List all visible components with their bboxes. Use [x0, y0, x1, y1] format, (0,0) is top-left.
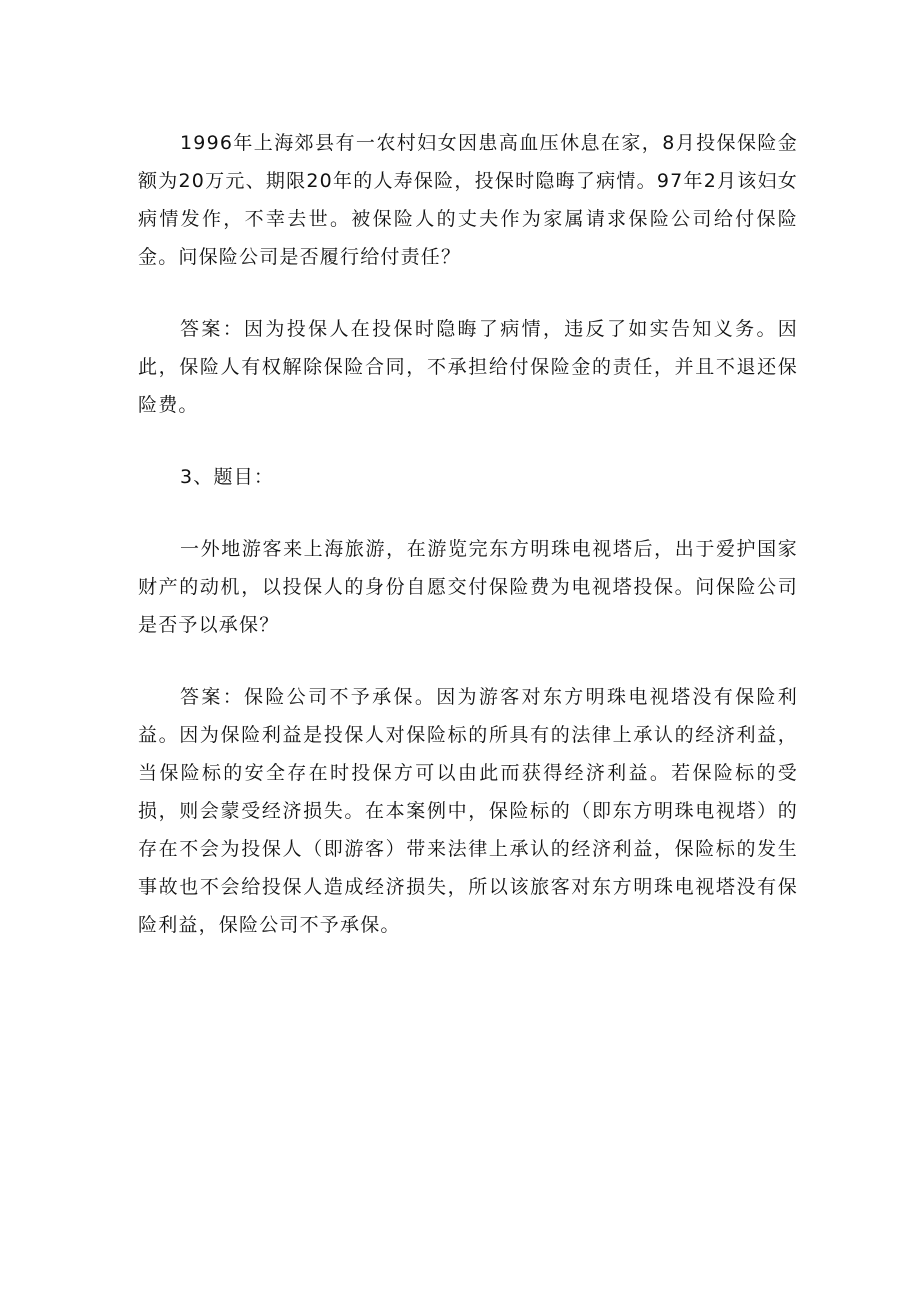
case-3-question-paragraph: 一外地游客来上海旅游，在游览完东方明珠电视塔后，出于爱护国家财产的动机，以投保人的身份自愿交付保险费为电视塔投保。问保险公司是否予以承保？ [138, 538, 798, 636]
case-2-answer-paragraph: 答案：因为投保人在投保时隐晦了病情，违反了如实告知义务。因此，保险人有权解除保险合同，不承担给付保险金的责任，并且不退还保险费。 [138, 318, 798, 416]
question-3-heading: 3、题目： [180, 466, 275, 488]
document-body [138, 124, 798, 978]
case-3-answer-paragraph: 答案：保险公司不予承保。因为游客对东方明珠电视塔没有保险利益。因为保险利益是投保人对保险标的所具有的法律上承认的经济利益，当保险标的安全存在时投保方可以由此而获得经济利益。若保险标的受损，则会蒙受经济损失。在本案例中，保险标的（即东方明珠电视塔）的存在不会为投保人（即游客）带来法律上承认的经济利益，保险标的发生事故也不会给投保人造成经济损失，所以该旅客对东方明珠电视塔没有保险利益，保险公司不予承保。 [138, 686, 798, 936]
case-2-question-paragraph: 1996年上海郊县有一农村妇女因患高血压休息在家，8月投保保险金额为20万元、期限20年的人寿保险，投保时隐晦了病情。97年2月该妇女病情发作，不幸去世。被保险人的丈夫作为家属请求保险公司给付保险金。问保险公司是否履行给付责任？ [138, 132, 798, 268]
